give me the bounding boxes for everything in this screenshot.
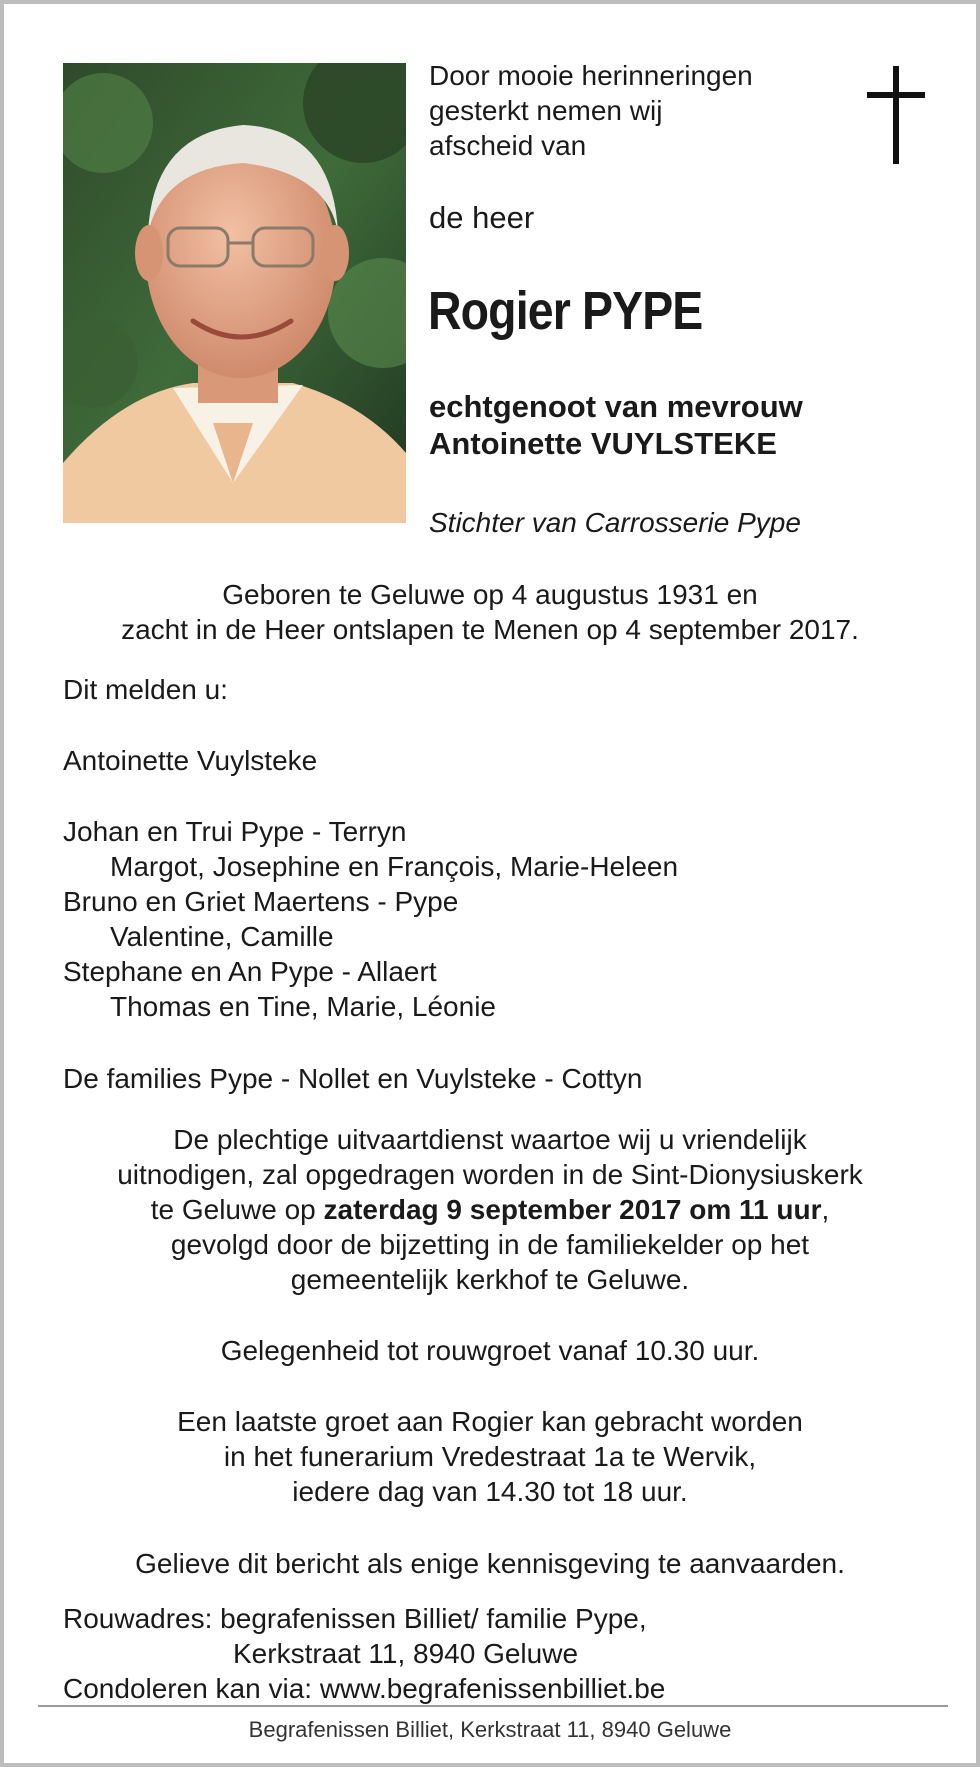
notice-text: Gelieve dit bericht als enige kennisgeving te aanvaarden. — [135, 1548, 845, 1579]
extended-families: De families Pype - Nollet en Vuylsteke - Cottyn — [63, 1063, 643, 1094]
funeral-service-block — [44, 1122, 936, 1297]
intro-text — [429, 58, 849, 163]
family-parents: Johan en Trui Pype - Terryn — [63, 816, 407, 847]
divider — [38, 1705, 948, 1707]
intro-line: Door mooie herinneringen — [429, 60, 753, 91]
intro-line: afscheid van — [429, 130, 587, 161]
service-date: zaterdag 9 september 2017 om 11 uur — [323, 1194, 822, 1225]
founder-note: Stichter van Carrosserie Pype — [429, 507, 801, 538]
footer-text: Begrafenissen Billiet, Kerkstraat 11, 8940 Geluwe — [248, 1717, 732, 1742]
family-parents: Bruno en Griet Maertens - Pype — [63, 886, 459, 917]
honorific: de heer — [429, 200, 535, 235]
service-date-suffix: , — [821, 1194, 830, 1225]
address-line: Kerkstraat 11, 8940 Geluwe — [233, 1638, 579, 1669]
service-line: gemeentelijk kerkhof te Geluwe. — [290, 1264, 690, 1295]
address-block — [63, 1601, 943, 1706]
family-grandchildren: Valentine, Camille — [110, 921, 334, 952]
portrait-illustration — [63, 63, 406, 523]
service-date-line — [44, 1192, 936, 1227]
service-date-prefix: te Geluwe op — [150, 1194, 324, 1225]
announcement: Dit melden u: — [63, 674, 228, 705]
family-grandchildren: Thomas en Tine, Marie, Léonie — [110, 991, 496, 1022]
children-list — [63, 814, 943, 1024]
portrait-photo — [63, 63, 406, 523]
death-line: zacht in de Heer ontslapen te Menen op 4 september 2017. — [121, 614, 859, 645]
spouse-block — [429, 388, 803, 462]
service-line: De plechtige uitvaartdienst waartoe wij u vriendelijk — [173, 1124, 807, 1155]
birth-death-block — [44, 577, 936, 647]
greeting-line: iedere dag van 14.30 tot 18 uur. — [292, 1476, 688, 1507]
condolence-time: Gelegenheid tot rouwgroet vanaf 10.30 uur. — [220, 1335, 760, 1366]
greeting-line: in het funerarium Vredestraat 1a te Wervik, — [223, 1441, 757, 1472]
deceased-name: Rogier PYPE — [428, 281, 703, 341]
service-line: uitnodigen, zal opgedragen worden in de Sint-Dionysiuskerk — [117, 1159, 863, 1190]
address-line: Rouwadres: begrafenissen Billiet/ familie Pype, — [63, 1603, 647, 1634]
condolence-link[interactable]: Condoleren kan via: www.begrafenissenbilliet.be — [63, 1673, 666, 1704]
service-line: gevolgd door de bijzetting in de familiekelder op het — [170, 1229, 810, 1260]
greeting-line: Een laatste groet aan Rogier kan gebracht worden — [177, 1406, 803, 1437]
spouse-line: echtgenoot van mevrouw — [429, 389, 803, 424]
spouse-line: Antoinette VUYLSTEKE — [429, 426, 777, 461]
birth-line: Geboren te Geluwe op 4 augustus 1931 en — [222, 579, 758, 610]
widow-name: Antoinette Vuylsteke — [63, 745, 318, 776]
family-parents: Stephane en An Pype - Allaert — [63, 956, 437, 987]
intro-line: gesterkt nemen wij — [429, 95, 663, 126]
family-grandchildren: Margot, Josephine en François, Marie-Heleen — [110, 851, 679, 882]
cross-icon — [867, 66, 925, 164]
last-greeting-block — [44, 1404, 936, 1509]
